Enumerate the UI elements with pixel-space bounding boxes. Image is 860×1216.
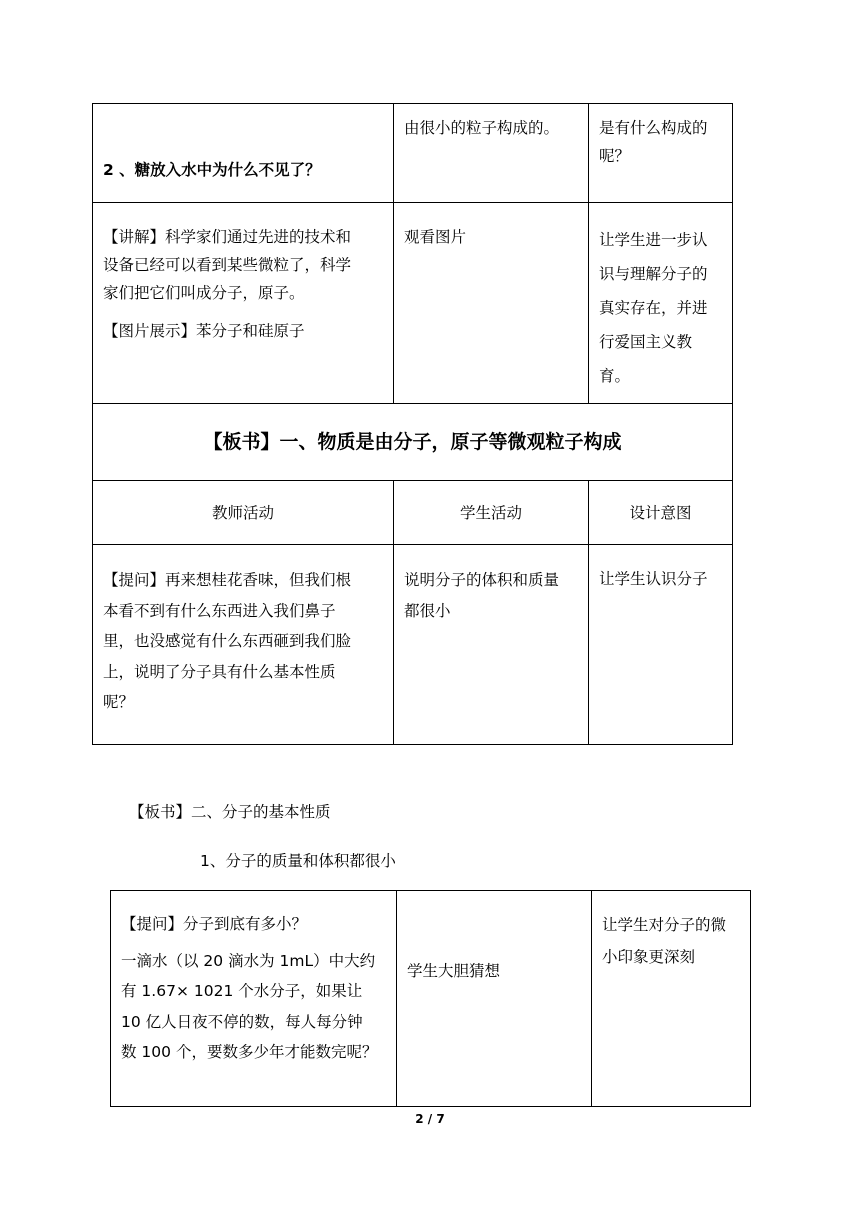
page-number: 2 / 7 <box>415 1112 445 1126</box>
student-line: 说明分子的体积和质量 <box>404 571 560 589</box>
board-heading-2: 【板书】二、分子的基本性质 <box>129 803 331 821</box>
explain-line: 家们把它们叫成分子，原子。 <box>103 284 305 302</box>
image-show-text: 【图片展示】苯分子和硅原子 <box>103 322 305 340</box>
lesson-table-1 <box>92 103 733 745</box>
intent-line: 育。 <box>599 367 631 385</box>
table2-teacher-cell <box>111 891 397 1107</box>
table1-row3-student-cell <box>394 545 589 745</box>
header-design-intent: 设计意图 <box>589 481 733 545</box>
intent-text: 让学生认识分子 <box>599 570 708 588</box>
table1-row3-teacher-cell <box>93 545 394 745</box>
table2-intent-cell <box>592 891 751 1107</box>
question-line: 上，说明了分子具有什么基本性质 <box>103 662 336 681</box>
student-activity-text: 由很小的粒子构成的。 <box>404 119 560 137</box>
question-line: 本看不到有什么东西进入我们鼻子 <box>103 601 336 620</box>
table1-row2-student-cell <box>394 203 589 404</box>
question-line: 【提问】再来想桂花香味，但我们根 <box>103 571 352 589</box>
water-drop-line: 10 亿人日夜不停的数，每人每分钟 <box>121 1012 363 1031</box>
question-line: 里，也没感觉有什么东西砸到我们脸 <box>103 632 352 650</box>
explain-line: 设备已经可以看到某些微粒了，科学 <box>103 256 352 274</box>
question-line: 呢？ <box>103 693 135 711</box>
intent-line: 小印象更深刻 <box>602 948 696 966</box>
subheading-mass-volume: 1、分子的质量和体积都很小 <box>200 852 396 870</box>
water-drop-line: 一滴水（以 20 滴水为 1mL）中大约 <box>121 951 376 970</box>
table1-row1-student-cell <box>394 104 589 203</box>
question-sugar-text: 2 、糖放入水中为什么不见了？ <box>103 161 321 179</box>
intent-line: 让学生对分子的微 <box>602 916 727 934</box>
table1-row1-teacher-cell <box>93 104 394 203</box>
table1-row1-intent-cell <box>589 104 733 203</box>
board-heading-1: 【板书】一、物质是由分子，原子等微观粒子构成 <box>93 404 733 481</box>
intent-line: 真实存在，并进 <box>599 299 708 317</box>
table1-row2-teacher-cell <box>93 203 394 404</box>
intent-line: 是有什么构成的 <box>599 119 708 137</box>
explain-line: 【讲解】科学家们通过先进的技术和 <box>103 228 352 246</box>
student-activity-text: 观看图片 <box>404 228 467 246</box>
header-student-activity: 学生活动 <box>394 481 589 545</box>
student-line: 都很小 <box>404 601 451 620</box>
lesson-table-2 <box>110 890 751 1107</box>
intent-line: 行爱国主义教 <box>599 333 693 351</box>
table1-row2-intent-cell <box>589 203 733 404</box>
intent-line: 呢？ <box>599 147 631 165</box>
table1-row3-intent-cell <box>589 545 733 745</box>
header-teacher-activity: 教师活动 <box>93 481 394 545</box>
water-drop-line: 有 1.67× 1021 个水分子，如果让 <box>121 982 363 1000</box>
intent-line: 让学生进一步认 <box>599 231 708 249</box>
student-guess-text: 学生大胆猜想 <box>407 962 501 980</box>
water-drop-line: 数 100 个，要数多少年才能数完呢？ <box>121 1043 378 1061</box>
table2-student-cell <box>397 891 592 1107</box>
question-size-text: 【提问】分子到底有多小？ <box>121 915 308 933</box>
intent-line: 识与理解分子的 <box>599 265 708 283</box>
